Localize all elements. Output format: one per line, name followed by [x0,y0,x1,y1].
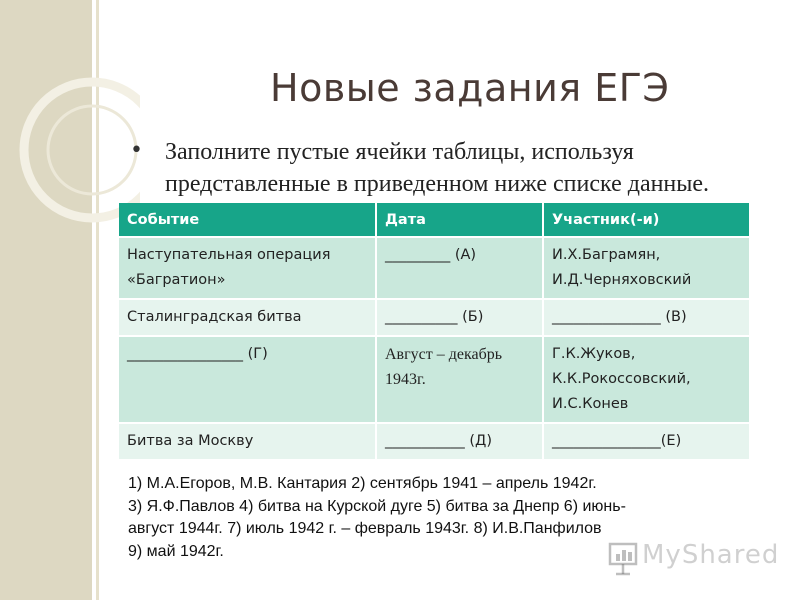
table-header-row [119,203,750,237]
cell-date: Август – декабрь 1943г. [376,336,543,423]
bullet-marker: • [130,138,143,163]
answer-line: август 1944г. 7) июль 1942 г. – февраль 1943г. 8) И.В.Панфилов [128,520,602,537]
header-participants: Участник(-и) [543,203,750,237]
cell-participants: И.Х.Баграмян, И.Д.Черняховский [543,237,750,299]
cell-date: __________ (Б) [376,299,543,336]
instruction-text: Заполните пустые ячейки таблицы, используя представленные в приведенном ниже списке данные. [165,139,710,197]
cell-participants: Г.К.Жуков, К.К.Рокоссовский, И.С.Конев [543,336,750,423]
watermark-logo-text: MyShared [642,540,780,570]
table-row [119,237,750,299]
table-row [119,299,750,336]
table-row [119,423,750,460]
header-date: Дата [376,203,543,237]
answer-line: 1) М.А.Егоров, М.В. Кантария 2) сентябрь 1941 – апрель 1942г. [128,475,597,492]
header-event: Событие [119,203,376,237]
slide-title: Новые задания ЕГЭ [270,66,670,110]
cell-event: ________________ (Г) [119,336,376,423]
table-row [119,336,750,423]
answer-line: 3) Я.Ф.Павлов 4) битва на Курской дуге 5) битва за Днепр 6) июнь- [128,497,626,515]
answer-line: 9) май 1942г. [128,542,224,560]
cell-date: _________ (А) [376,237,543,299]
cell-date: ___________ (Д) [376,423,543,460]
cell-event: Сталинградская битва [119,299,376,336]
cell-event: Наступательная операция «Багратион» [119,237,376,299]
cell-participants: _______________ (В) [543,299,750,336]
cell-event: Битва за Москву [119,423,376,460]
cell-participants: _______________(Е) [543,423,750,460]
task-table [119,203,751,461]
